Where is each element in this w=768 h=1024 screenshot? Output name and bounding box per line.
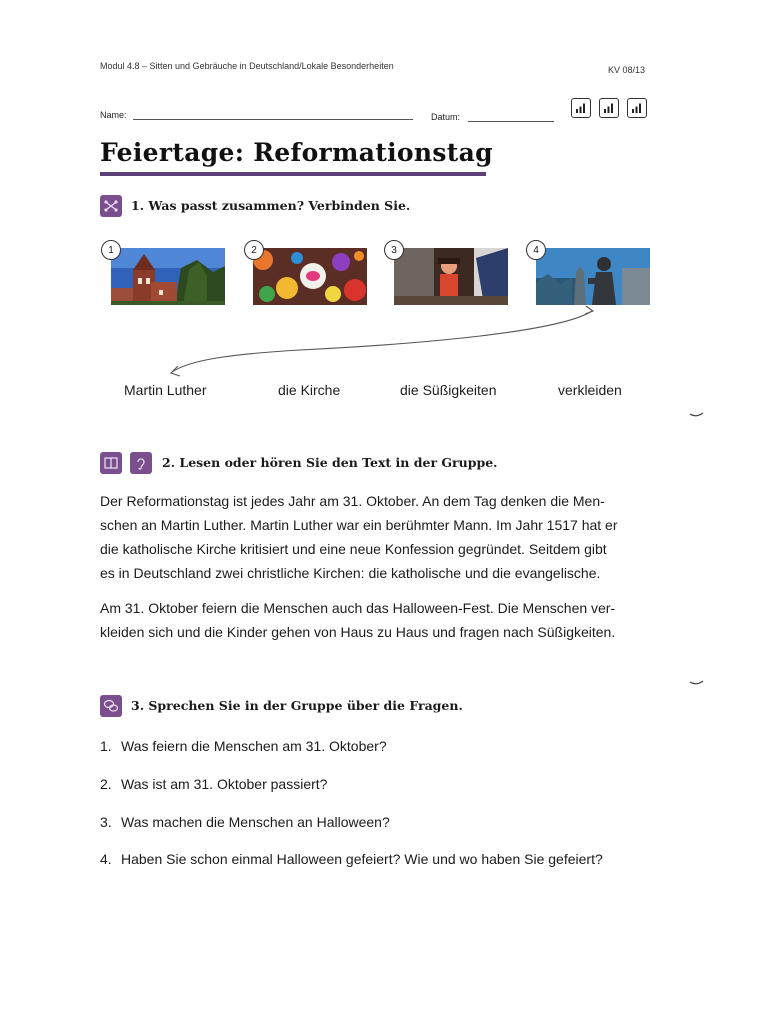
text-line: schen an Martin Luther. Martin Luther war ein berühmter Mann. Im Jahr 1517 hat er xyxy=(100,517,618,533)
exercise1-title: 1. Was passt zusammen? Verbinden Sie. xyxy=(131,198,411,213)
question-text: Was machen die Menschen an Halloween? xyxy=(121,814,390,830)
word-die-suessigkeiten: die Süßigkeiten xyxy=(400,382,497,398)
number-3: 3 xyxy=(384,240,404,260)
question-number: 1. xyxy=(100,738,112,754)
question-number: 3. xyxy=(100,814,112,830)
question-4 xyxy=(100,851,603,867)
word-die-kirche: die Kirche xyxy=(278,382,341,398)
question-3 xyxy=(100,814,390,830)
text-line: Am 31. Oktober feiern die Menschen auch das Halloween-Fest. Die Menschen ver- xyxy=(100,600,616,616)
text-line: kleiden sich und die Kinder gehen von Haus zu Haus und fragen nach Süßigkeiten. xyxy=(100,624,616,640)
name-label: Name: xyxy=(100,110,127,120)
exercise2-title: 2. Lesen oder hören Sie den Text in der Gruppe. xyxy=(162,455,498,470)
ear-icon xyxy=(130,452,152,474)
question-text: Haben Sie schon einmal Halloween gefeiert? Wie und wo haben Sie gefeiert? xyxy=(121,851,603,867)
question-1 xyxy=(100,738,387,754)
number-2: 2 xyxy=(244,240,264,260)
worksheet-code: KV 08/13 xyxy=(608,65,646,75)
text-line: Der Reformationstag ist jedes Jahr am 31. Oktober. An dem Tag denken die Men- xyxy=(100,493,605,509)
module-header: Modul 4.8 – Sitten und Gebräuche in Deutschland/Lokale Besonderheiten xyxy=(100,61,394,71)
page-title: Feiertage: Reformationstag xyxy=(100,138,493,167)
question-number: 2. xyxy=(100,776,112,792)
text-line: die katholische Kirche kritisiert und eine neue Konfession gegründet. Seitdem gibt xyxy=(100,541,607,557)
question-text: Was ist am 31. Oktober passiert? xyxy=(121,776,328,792)
text-line: es in Deutschland zwei christliche Kirchen: die katholische und die evangelische. xyxy=(100,565,601,581)
text-paragraph-2 xyxy=(100,596,660,644)
word-verkleiden: verkleiden xyxy=(558,382,622,398)
exercise3-title: 3. Sprechen Sie in der Gruppe über die Fragen. xyxy=(131,698,463,713)
book-icon xyxy=(100,452,122,474)
question-text: Was feiern die Menschen am 31. Oktober? xyxy=(121,738,387,754)
question-2 xyxy=(100,776,327,792)
date-label: Datum: xyxy=(431,112,461,122)
word-martin-luther: Martin Luther xyxy=(124,382,207,398)
text-paragraph-1 xyxy=(100,489,660,585)
number-1: 1 xyxy=(101,240,121,260)
question-number: 4. xyxy=(100,851,112,867)
speech-bubbles-icon xyxy=(100,695,122,717)
number-4: 4 xyxy=(526,240,546,260)
